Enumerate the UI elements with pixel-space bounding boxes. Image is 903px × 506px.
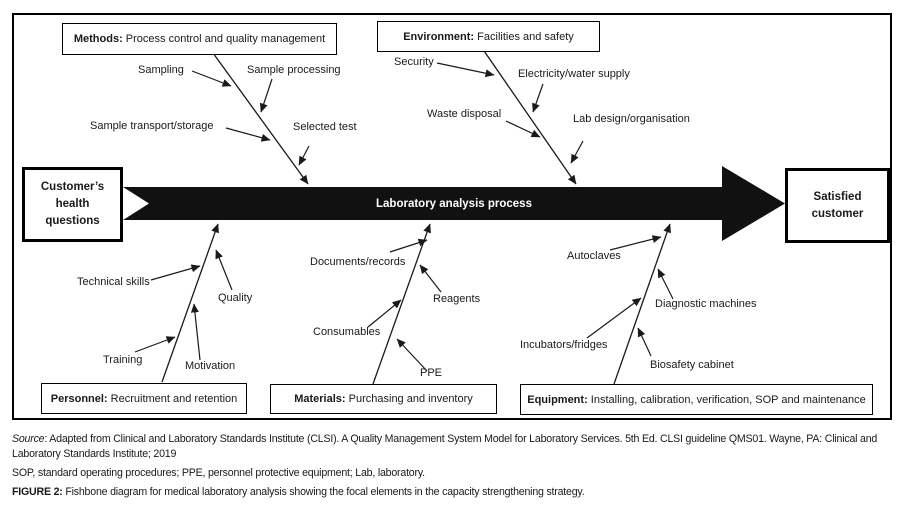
category-label: Materials: Purchasing and inventory — [294, 393, 473, 405]
category-box-personnel — [41, 383, 247, 414]
category-box-methods — [62, 23, 337, 55]
category-box-materials — [270, 384, 497, 414]
caption-source: Source: Adapted from Clinical and Laboratory Standards Institute (CLSI). A Quality Management System Model for Laboratory Services. 5th Ed. CLSI guideline QMS01. Wayne, PA: Clinical and Laboratory Standards Institute; 2019 — [12, 433, 878, 460]
arrow-biosafety — [638, 328, 651, 356]
category-box-environment — [377, 21, 600, 52]
category-box-equipment — [520, 384, 873, 415]
output-box-satisfied-customer: Satisfied customer — [785, 168, 890, 243]
arrow-security — [437, 63, 494, 75]
arrow-lab-design — [571, 141, 583, 163]
cause-label-lab-design: Lab design/organisation — [573, 113, 690, 125]
arrow-reagents — [420, 265, 441, 292]
cause-label-motivation: Motivation — [185, 360, 236, 372]
cause-label-training: Training — [103, 354, 143, 366]
arrow-diagnostic — [658, 269, 673, 299]
arrow-electricity — [533, 84, 543, 112]
cause-label-diagnostic-machines: Diagnostic machines — [655, 298, 757, 310]
arrow-documents — [390, 240, 427, 252]
arrow-selected-test — [299, 146, 309, 165]
cause-label-incubators: Incubators/fridges — [520, 339, 608, 351]
cause-label-electricity: Electricity/water supply — [518, 68, 630, 80]
cause-label-documents: Documents/records — [310, 256, 406, 268]
cause-label-waste-disposal: Waste disposal — [427, 108, 502, 120]
caption-figure-title: FIGURE 2: Fishbone diagram for medical laboratory analysis showing the focal elements in the capacity strengthening strategy. — [12, 486, 585, 498]
category-label: Equipment: Installing, calibration, verification, SOP and maintenance — [527, 393, 866, 406]
arrow-technical-skills — [151, 266, 200, 280]
cause-label-selected-test: Selected test — [293, 121, 357, 133]
arrow-sampling — [192, 71, 231, 86]
category-label: Methods: Process control and quality management — [73, 33, 326, 45]
cause-label-security: Security — [394, 56, 434, 68]
cause-label-autoclaves: Autoclaves — [567, 250, 621, 262]
branch-personnel — [162, 224, 218, 382]
cause-label-sample-processing: Sample processing — [247, 64, 341, 76]
cause-label-ppe: PPE — [420, 367, 443, 379]
spine-label: Laboratory analysis process — [376, 197, 532, 210]
cause-label-consumables: Consumables — [313, 326, 381, 338]
cause-label-biosafety-cabinet: Biosafety cabinet — [650, 359, 734, 371]
arrow-sample-processing — [261, 79, 272, 112]
figure-caption — [12, 432, 894, 504]
cause-label-technical-skills: Technical skills — [77, 276, 150, 288]
caption-abbreviations: SOP, standard operating procedures; PPE, personnel protective equipment; Lab, laboratory. — [12, 467, 425, 479]
arrow-training — [135, 337, 175, 352]
arrow-motivation — [194, 304, 200, 360]
arrow-consumables — [368, 300, 401, 327]
cause-label-sample-transport: Sample transport/storage — [90, 120, 214, 132]
cause-label-quality: Quality — [218, 292, 253, 304]
cause-label-reagents: Reagents — [433, 293, 481, 305]
arrow-autoclaves — [610, 237, 661, 250]
category-label: Environment: Facilities and safety — [403, 30, 574, 43]
arrow-sample-transport — [226, 128, 270, 140]
arrow-quality — [216, 250, 232, 290]
input-box-customer-health-questions: Customer’s health questions — [22, 167, 123, 242]
category-label: Personnel: Recruitment and retention — [50, 392, 238, 405]
cause-label-sampling: Sampling — [138, 64, 184, 76]
arrow-incubators — [587, 298, 641, 338]
